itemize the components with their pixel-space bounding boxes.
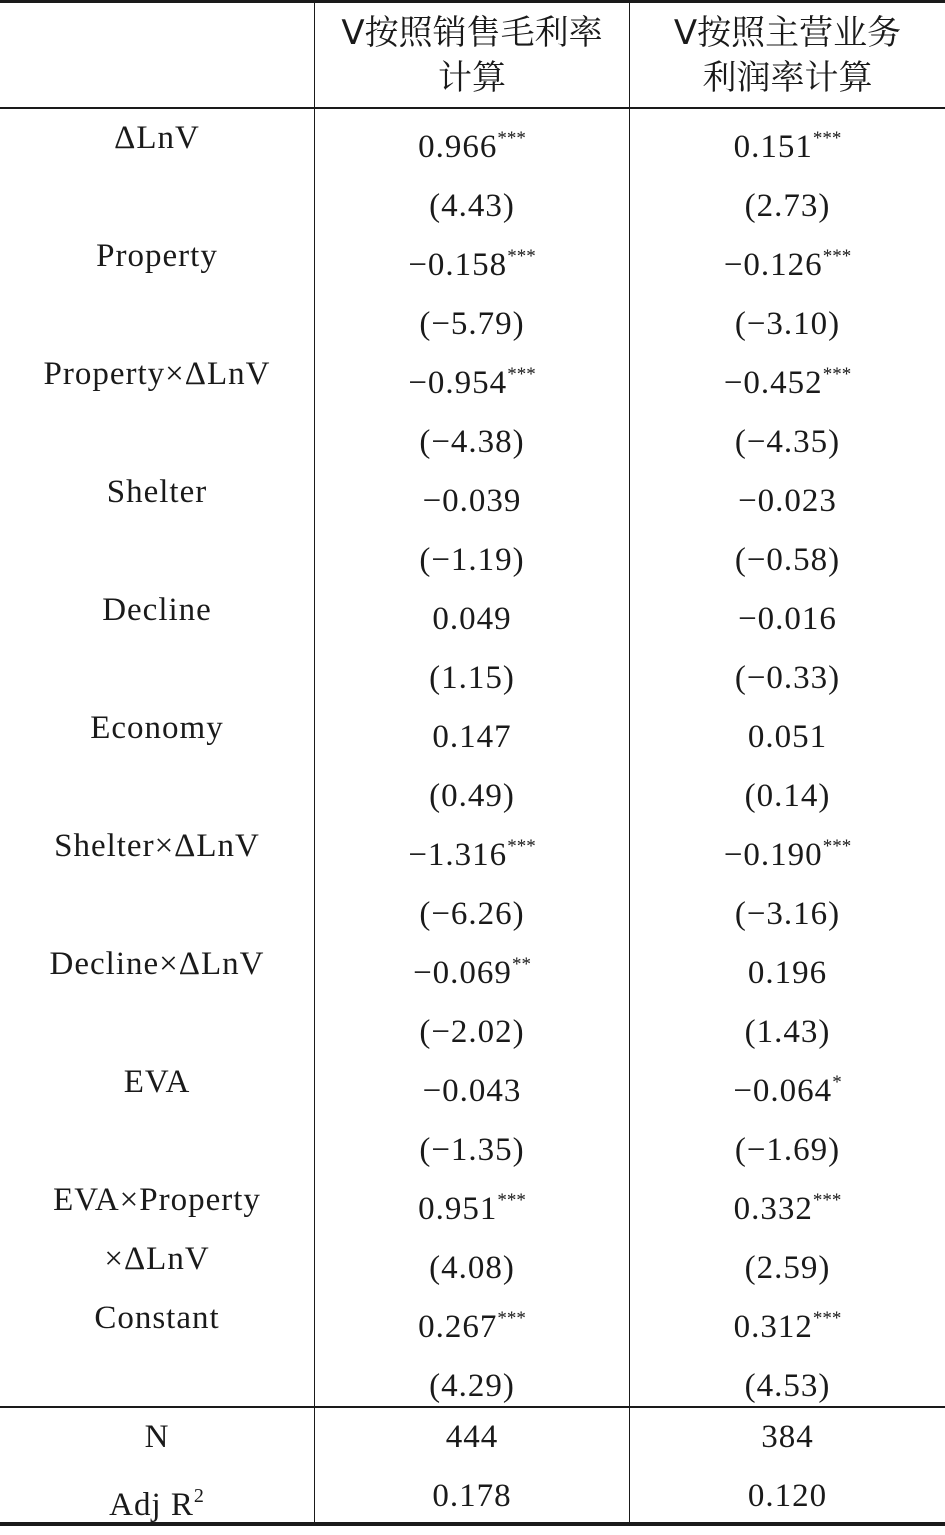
- cell-col2-value: (1.43): [744, 1014, 831, 1050]
- cell-col1: [315, 935, 629, 994]
- cell-col1-value: 0.147: [432, 719, 512, 755]
- cell-col2: [630, 1348, 945, 1407]
- cell-col2-value: 0.312: [733, 1309, 813, 1345]
- cell-col2-value: 0.196: [747, 955, 828, 991]
- cell-col1-value: −0.043: [422, 1073, 522, 1109]
- cell-col1: [315, 286, 629, 345]
- significance-stars: ***: [812, 1190, 842, 1211]
- cell-col2: [630, 1053, 945, 1112]
- row-label: [0, 109, 314, 168]
- cell-col1: [315, 758, 629, 817]
- cell-col2: [630, 109, 945, 168]
- r2-superscript: 2: [193, 1485, 205, 1507]
- row-label-value: Shelter: [106, 474, 208, 510]
- cell-col1: [315, 345, 629, 404]
- cell-col1-value: (4.08): [429, 1250, 515, 1286]
- row-label-value: ×ΔLnV: [104, 1241, 210, 1277]
- row-label: [0, 1230, 314, 1289]
- cell-col2: [630, 286, 945, 345]
- footer-r2-label: [0, 1467, 314, 1526]
- cell-col1: [315, 876, 629, 935]
- cell-col2-value: −0.064: [733, 1073, 833, 1109]
- row-label: [0, 286, 314, 345]
- cell-col2-value: (−1.69): [734, 1132, 841, 1168]
- footer-n-label: N: [144, 1419, 170, 1455]
- cell-col2-value: (2.73): [744, 188, 831, 224]
- cell-col1: [315, 522, 629, 581]
- cell-col1: [315, 404, 629, 463]
- row-label: [0, 168, 314, 227]
- cell-col2-value: −0.126: [723, 247, 823, 283]
- r2-text: Adj R: [109, 1487, 194, 1523]
- cell-col1-value: (0.49): [429, 778, 515, 814]
- significance-stars: ***: [507, 836, 536, 857]
- significance-stars: ***: [497, 1308, 526, 1329]
- significance-stars: ***: [507, 246, 536, 267]
- header-col1-line2: 计算: [438, 58, 506, 98]
- cell-col1: [315, 699, 629, 758]
- row-label: [0, 522, 314, 581]
- top-rule: [0, 0, 945, 3]
- significance-stars: ***: [822, 364, 852, 385]
- cell-col2-value: (−0.58): [734, 542, 841, 578]
- cell-col1-value: (4.43): [429, 188, 515, 224]
- cell-col1-value: 0.049: [432, 601, 512, 637]
- significance-stars: ***: [822, 246, 852, 267]
- cell-col2-value: 0.051: [747, 719, 828, 755]
- row-label: [0, 404, 314, 463]
- cell-col1-value: −0.954: [408, 365, 508, 401]
- cell-col1: [315, 1112, 629, 1171]
- cell-col2-value: 0.151: [733, 129, 813, 165]
- cell-col2: [630, 994, 945, 1053]
- cell-col1-value: (−1.19): [419, 542, 525, 578]
- cell-col1: [315, 1348, 629, 1407]
- row-label: [0, 1289, 314, 1348]
- cell-col2: [630, 404, 945, 463]
- row-label-value: Shelter×ΔLnV: [54, 828, 260, 864]
- cell-col2: [630, 345, 945, 404]
- cell-col2: [630, 1171, 945, 1230]
- cell-col1: [315, 1171, 629, 1230]
- row-label: [0, 994, 314, 1053]
- cell-col1-value: 0.267: [418, 1309, 498, 1345]
- significance-stars: ***: [822, 836, 852, 857]
- cell-col2: [630, 758, 945, 817]
- cell-col1: [315, 109, 629, 168]
- cell-col1: [315, 640, 629, 699]
- cell-col1: [315, 168, 629, 227]
- cell-col1-value: −1.316: [408, 837, 508, 873]
- cell-col2-value: (0.14): [744, 778, 831, 814]
- cell-col1-value: (−4.38): [419, 424, 525, 460]
- significance-stars: **: [511, 954, 531, 975]
- row-label: [0, 581, 314, 640]
- row-label: [0, 876, 314, 935]
- cell-col1-value: −0.158: [408, 247, 508, 283]
- row-label-value: EVA×Property: [53, 1182, 261, 1218]
- cell-col2-value: −0.452: [723, 365, 823, 401]
- header-col2-line1: V按照主营业务: [673, 13, 902, 53]
- row-label: [0, 345, 314, 404]
- row-label: [0, 699, 314, 758]
- footer-n-col1: 444: [445, 1419, 499, 1455]
- cell-col2: [630, 522, 945, 581]
- row-label: [0, 1112, 314, 1171]
- row-label: [0, 463, 314, 522]
- header-col2-line2: 利润率计算: [702, 58, 873, 98]
- cell-col1-value: (1.15): [429, 660, 515, 696]
- row-label: [0, 640, 314, 699]
- cell-col1: [315, 581, 629, 640]
- header-col1-line1: V按照销售毛利率: [341, 13, 603, 53]
- cell-col1-value: (−6.26): [419, 896, 525, 932]
- cell-col2-value: −0.023: [738, 483, 837, 519]
- row-label-value: EVA: [123, 1064, 191, 1100]
- cell-col1: [315, 1053, 629, 1112]
- significance-stars: ***: [497, 1190, 526, 1211]
- cell-col2: [630, 1289, 945, 1348]
- cell-col1-value: −0.039: [422, 483, 522, 519]
- cell-col2-value: −0.190: [723, 837, 823, 873]
- cell-col2: [630, 581, 945, 640]
- significance-stars: *: [832, 1072, 842, 1093]
- cell-col2: [630, 463, 945, 522]
- row-label: [0, 935, 314, 994]
- cell-col2-value: (−4.35): [734, 424, 841, 460]
- cell-col1-value: (−5.79): [419, 306, 525, 342]
- row-label: [0, 1053, 314, 1112]
- cell-col1-value: (−2.02): [419, 1014, 525, 1050]
- row-label-value: Property: [96, 238, 218, 274]
- row-label-value: Decline: [102, 592, 212, 628]
- cell-col2-value: (−3.10): [734, 306, 841, 342]
- cell-col1-value: (4.29): [429, 1368, 515, 1404]
- cell-col2-value: 0.332: [733, 1191, 813, 1227]
- cell-col2: [630, 817, 945, 876]
- cell-col2: [630, 640, 945, 699]
- significance-stars: ***: [812, 1308, 842, 1329]
- cell-col2: [630, 1112, 945, 1171]
- cell-col1: [315, 227, 629, 286]
- cell-col2-value: (4.53): [744, 1368, 831, 1404]
- cell-col1: [315, 1289, 629, 1348]
- cell-col2: [630, 699, 945, 758]
- cell-col2-value: (−3.16): [734, 896, 841, 932]
- header-col-gross-margin: [315, 8, 629, 104]
- significance-stars: ***: [812, 128, 842, 149]
- cell-col2-value: −0.016: [738, 601, 837, 637]
- significance-stars: ***: [507, 364, 536, 385]
- cell-col1-value: 0.951: [418, 1191, 498, 1227]
- row-label: [0, 758, 314, 817]
- cell-col2: [630, 1230, 945, 1289]
- footer-n-col2: 384: [761, 1419, 814, 1455]
- row-label-value: Decline×ΔLnV: [49, 946, 265, 982]
- cell-col2: [630, 876, 945, 935]
- row-label-value: Property×ΔLnV: [43, 356, 271, 392]
- row-label: [0, 817, 314, 876]
- cell-col1: [315, 994, 629, 1053]
- cell-col2-value: (−0.33): [734, 660, 841, 696]
- cell-col1: [315, 463, 629, 522]
- cell-col1-value: (−1.35): [419, 1132, 525, 1168]
- footer-r2-col1: 0.178: [432, 1478, 512, 1514]
- row-label-value: ΔLnV: [114, 120, 200, 156]
- cell-col1-value: −0.069: [413, 955, 512, 991]
- footer-r2-col2: 0.120: [747, 1478, 828, 1514]
- row-label: [0, 1171, 314, 1230]
- cell-col2: [630, 935, 945, 994]
- row-label: [0, 1348, 314, 1407]
- cell-col2: [630, 168, 945, 227]
- cell-col1: [315, 817, 629, 876]
- cell-col1-value: 0.966: [418, 129, 498, 165]
- significance-stars: ***: [497, 128, 526, 149]
- row-label-value: Economy: [90, 710, 224, 746]
- row-label-value: Constant: [94, 1300, 220, 1336]
- cell-col2: [630, 227, 945, 286]
- cell-col2-value: (2.59): [744, 1250, 831, 1286]
- row-label: [0, 227, 314, 286]
- cell-col1: [315, 1230, 629, 1289]
- header-col-operating-margin: [630, 8, 945, 104]
